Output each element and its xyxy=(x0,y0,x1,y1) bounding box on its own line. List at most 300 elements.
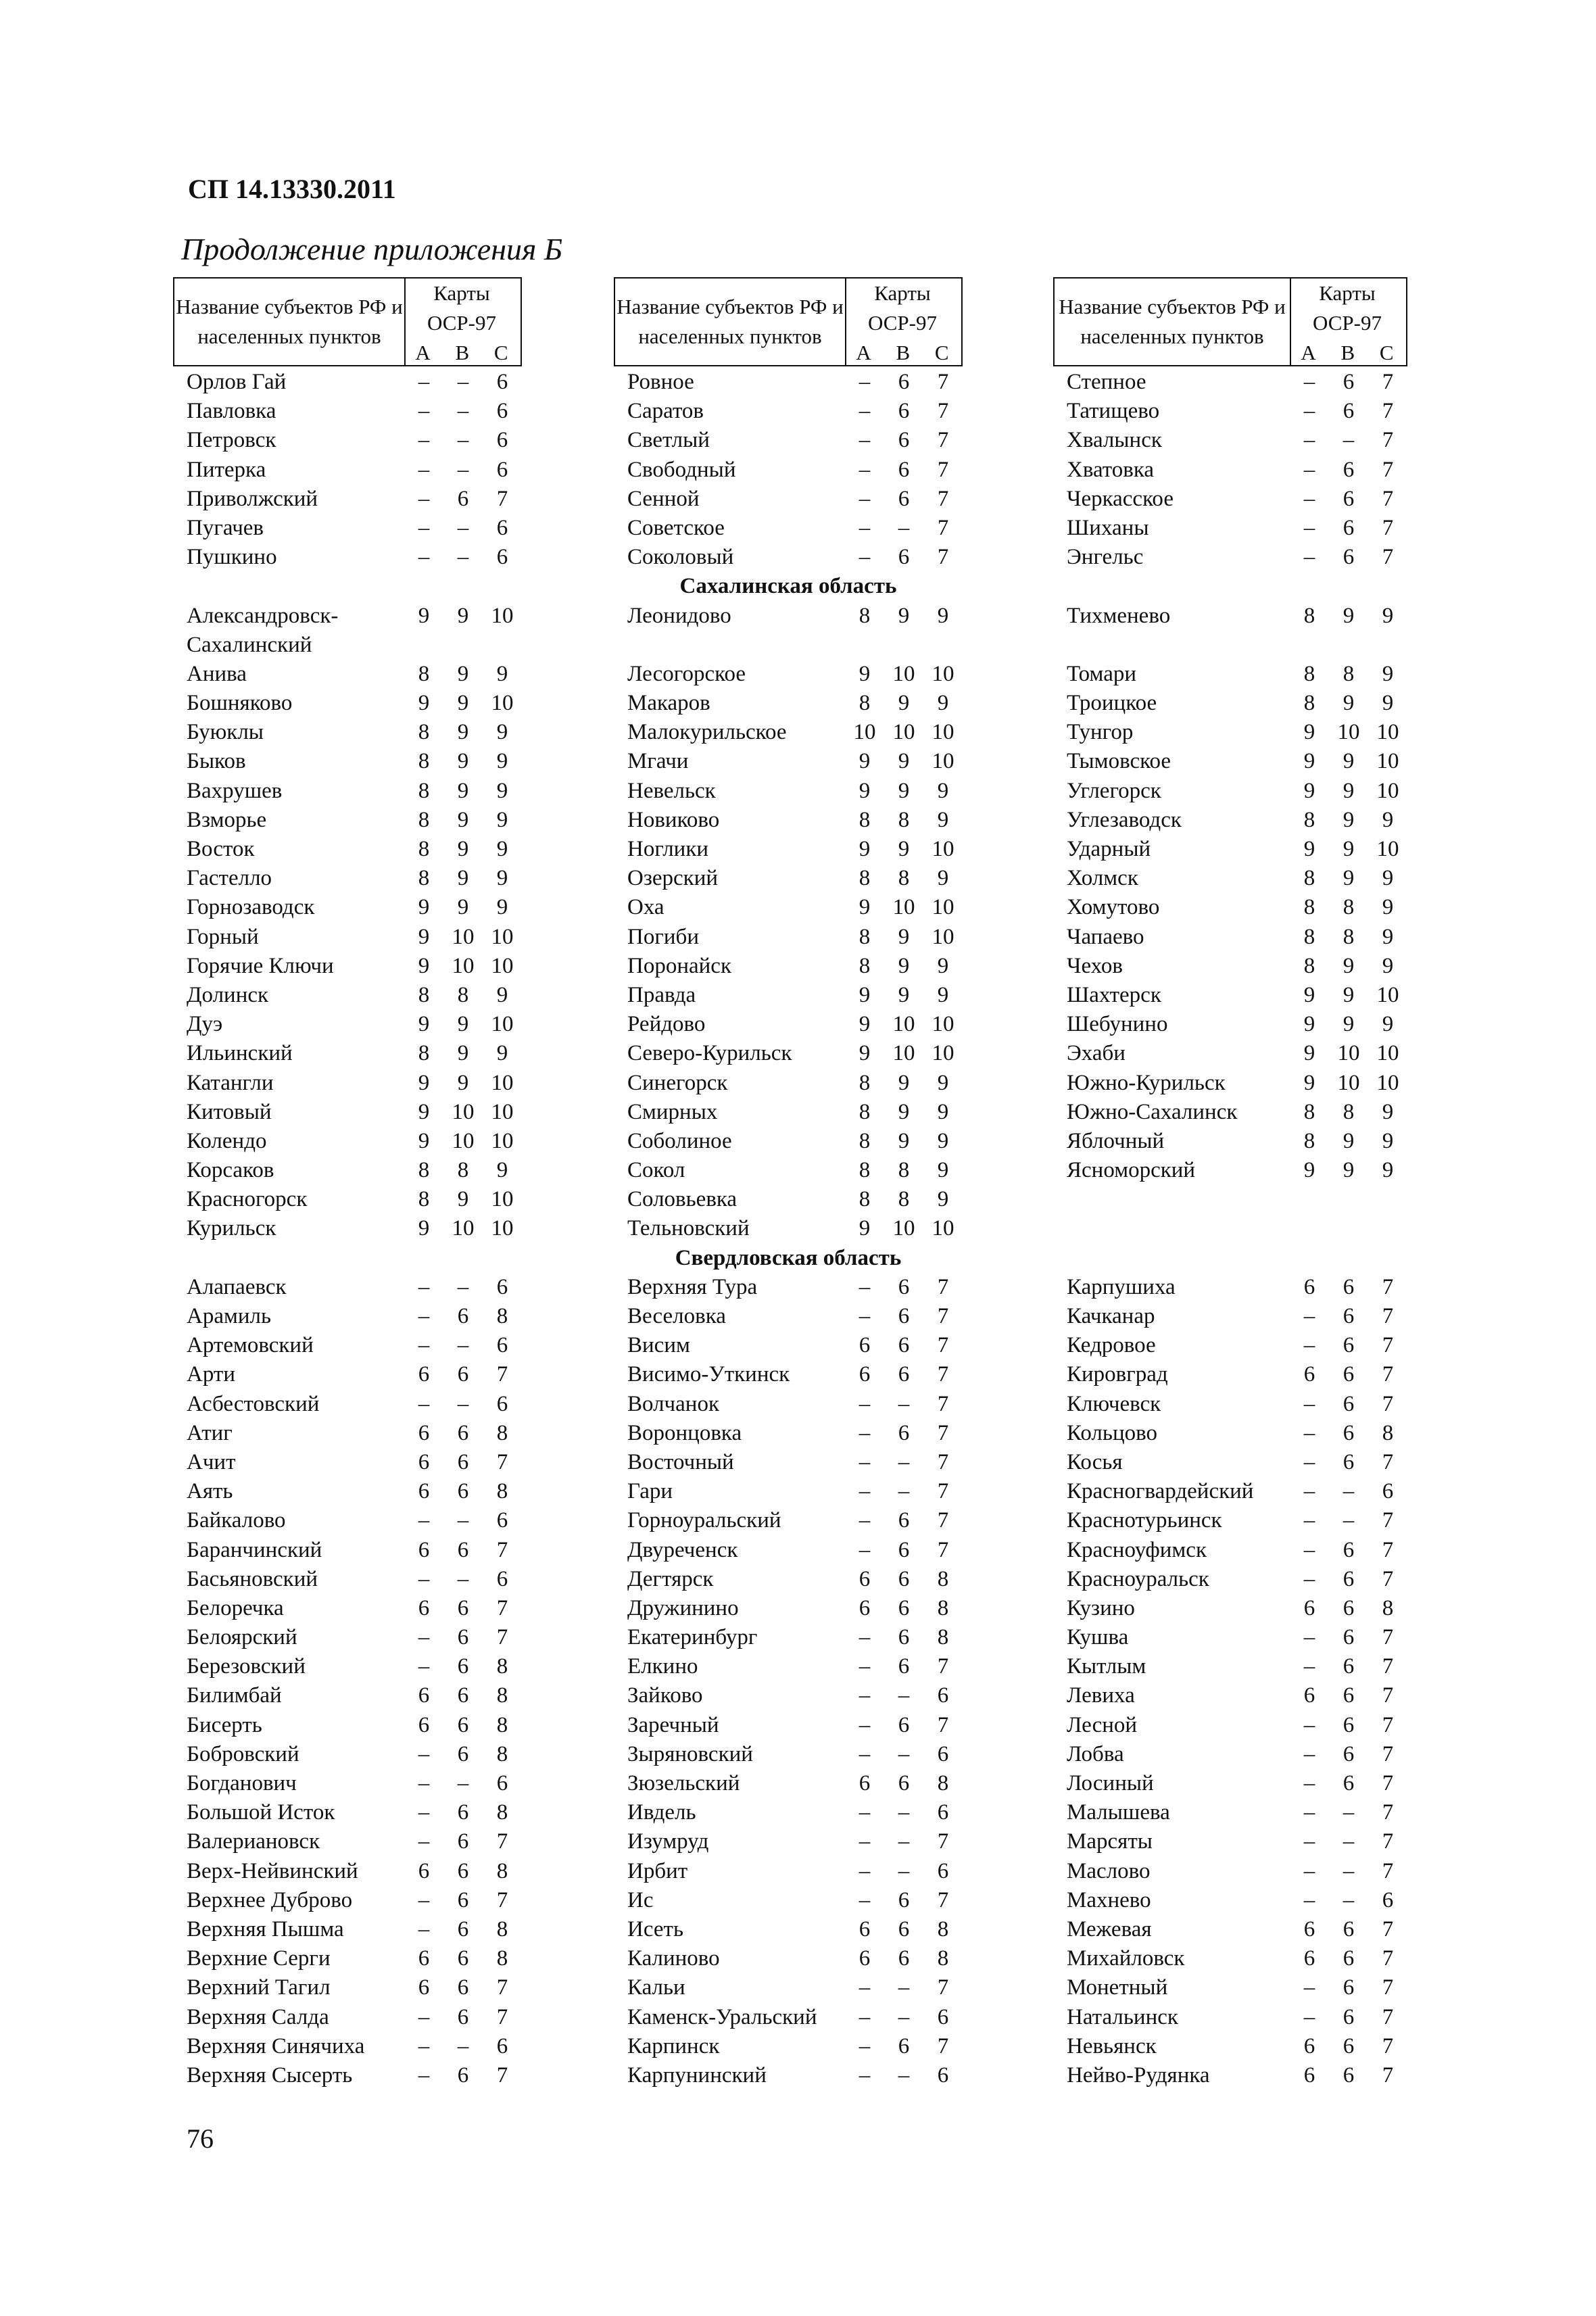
map-b-value: 6 xyxy=(457,1887,469,1912)
table-row xyxy=(1053,1944,1407,1973)
map-c-value: 9 xyxy=(1382,1128,1394,1153)
map-a-value: 6 xyxy=(1303,1362,1315,1387)
table-row xyxy=(1053,777,1407,806)
map-a-value: – xyxy=(859,1712,871,1737)
map-a-value: 9 xyxy=(859,1216,871,1241)
settlement-name: Синегорск xyxy=(627,1070,728,1095)
table-row xyxy=(614,864,963,893)
map-c-value: 9 xyxy=(496,720,508,745)
map-b-value: 9 xyxy=(1343,1158,1355,1183)
map-b-value: 6 xyxy=(457,1712,469,1737)
map-c-value: 8 xyxy=(496,1916,508,1941)
table-row xyxy=(614,1769,963,1798)
map-c-value: 9 xyxy=(496,661,508,686)
map-a-value: – xyxy=(1303,1800,1315,1825)
map-c-value: 7 xyxy=(1382,1946,1394,1971)
map-b-value: – xyxy=(898,1858,910,1883)
map-b-value: 8 xyxy=(1343,1099,1355,1124)
settlement-name: Китовый xyxy=(187,1099,272,1124)
map-c-value: 7 xyxy=(496,486,508,511)
map-a-value: 8 xyxy=(1303,661,1315,686)
map-b-value: 6 xyxy=(457,1829,469,1854)
map-b-value: 6 xyxy=(1343,1975,1355,2000)
map-a-value: – xyxy=(1303,1625,1315,1650)
map-a-value: 9 xyxy=(418,603,430,628)
table-row xyxy=(1053,1331,1407,1360)
region-heading: Сахалинская область xyxy=(679,574,897,599)
settlement-name: Взморье xyxy=(187,807,267,832)
settlement-name: Невельск xyxy=(627,778,716,803)
map-b-value: 6 xyxy=(898,428,910,453)
settlement-name: Воронцовка xyxy=(627,1420,742,1445)
settlement-name: Александровск- xyxy=(187,603,339,628)
settlement-name: Новиково xyxy=(627,807,720,832)
map-b-value: 9 xyxy=(1343,749,1355,774)
settlement-name: Хвалынск xyxy=(1067,428,1162,453)
map-c-value: 10 xyxy=(491,1070,514,1095)
map-c-value: 7 xyxy=(937,1479,949,1504)
map-c-value: 6 xyxy=(937,1800,949,1825)
map-c-value: 7 xyxy=(937,486,949,511)
settlement-name: Верхние Серги xyxy=(187,1946,331,1971)
map-a-value: 6 xyxy=(418,1537,430,1562)
table-row xyxy=(1053,1652,1407,1681)
settlement-name: Басьяновский xyxy=(187,1566,318,1591)
map-c-value: 8 xyxy=(496,1683,508,1708)
settlement-name: Томари xyxy=(1067,661,1137,686)
map-a-value: 9 xyxy=(859,661,871,686)
map-b-value: – xyxy=(898,2062,910,2088)
map-c-value: 9 xyxy=(1382,661,1394,686)
map-b-value: 6 xyxy=(1343,1654,1355,1679)
table-row xyxy=(173,426,522,455)
map-a-value: – xyxy=(418,1771,430,1795)
map-b-value: 6 xyxy=(1343,1449,1355,1474)
settlement-name: Поронайск xyxy=(627,953,731,978)
table-body xyxy=(1053,368,1407,2090)
map-c-value: 8 xyxy=(496,1420,508,1445)
settlement-name: Исеть xyxy=(627,1916,683,1941)
map-c-value: 9 xyxy=(937,1128,949,1153)
settlement-name: Карпушиха xyxy=(1067,1274,1176,1299)
table-row xyxy=(614,2032,963,2061)
map-c-value: 6 xyxy=(496,515,508,540)
settlement-name: Гастелло xyxy=(187,866,272,891)
map-c-value: 7 xyxy=(937,1654,949,1679)
table-row xyxy=(614,893,963,922)
map-c-value: 7 xyxy=(1382,1858,1394,1883)
map-b-value: 6 xyxy=(457,1479,469,1504)
map-a-value: 6 xyxy=(1303,1683,1315,1708)
map-b-value: – xyxy=(898,1449,910,1474)
map-c-value: 6 xyxy=(1382,1887,1394,1912)
settlement-name: Ачит xyxy=(187,1449,236,1474)
table-row xyxy=(614,2003,963,2032)
settlement-name: Ясноморский xyxy=(1067,1158,1196,1183)
map-a-value: 6 xyxy=(1303,2062,1315,2088)
map-a-value: 9 xyxy=(418,953,430,978)
map-a-value: 8 xyxy=(859,1070,871,1095)
spacer-row xyxy=(1053,1214,1407,1243)
table-row xyxy=(614,397,963,426)
table-row xyxy=(173,1652,522,1681)
settlement-name: Пушкино xyxy=(187,545,277,570)
table-row xyxy=(173,660,522,689)
map-b-value: 10 xyxy=(892,661,915,686)
map-b-value xyxy=(443,631,483,660)
map-b-value: 10 xyxy=(1337,1070,1360,1095)
map-a-value: 9 xyxy=(418,691,430,716)
settlement-name: Екатеринбург xyxy=(627,1625,758,1650)
map-c-value: 9 xyxy=(496,749,508,774)
map-c-value: 9 xyxy=(937,603,949,628)
map-a-value: 8 xyxy=(1303,807,1315,832)
map-a-value: 9 xyxy=(1303,1012,1315,1037)
map-a-value: – xyxy=(418,370,430,394)
settlement-name: Ноглики xyxy=(627,837,709,861)
map-c-value: 10 xyxy=(1376,749,1399,774)
table-row xyxy=(1053,1302,1407,1331)
settlement-name: Татищево xyxy=(1067,399,1160,424)
settlement-name: Белоречка xyxy=(187,1595,284,1620)
map-a-value: – xyxy=(859,2033,871,2058)
map-c-value: 6 xyxy=(496,399,508,424)
map-b-value: 9 xyxy=(457,603,469,628)
map-c-value: 7 xyxy=(1382,2033,1394,2058)
map-c-value: 6 xyxy=(937,1858,949,1883)
map-b-value: 9 xyxy=(1343,1012,1355,1037)
map-b-value: 6 xyxy=(898,1946,910,1971)
table-row xyxy=(173,1098,522,1127)
settlement-name: Алапаевск xyxy=(187,1274,287,1299)
map-b-value: 6 xyxy=(898,1916,910,1941)
map-c-value: 9 xyxy=(1382,953,1394,978)
map-c-value: 9 xyxy=(1382,924,1394,949)
map-a-value: – xyxy=(418,1274,430,1299)
map-c-value: 7 xyxy=(1382,1333,1394,1358)
map-b-value: 6 xyxy=(457,1741,469,1766)
map-b-value: – xyxy=(1343,428,1355,453)
map-c-value: 7 xyxy=(496,2062,508,2088)
table-row xyxy=(1053,1857,1407,1886)
map-c-value: 7 xyxy=(937,1508,949,1533)
settlement-name: Качканар xyxy=(1067,1304,1155,1328)
map-a-value: 9 xyxy=(418,1128,430,1153)
table-row xyxy=(1053,1798,1407,1827)
table-column-3 xyxy=(1053,277,1407,2090)
table-row xyxy=(614,1039,963,1068)
map-b-value: – xyxy=(1343,1508,1355,1533)
map-b-value: – xyxy=(898,1741,910,1766)
table-row xyxy=(173,1798,522,1827)
map-a-value: 8 xyxy=(418,661,430,686)
header-maps-column xyxy=(844,279,961,365)
map-c-value: 9 xyxy=(937,778,949,803)
map-a-value: – xyxy=(418,1887,430,1912)
table-row xyxy=(173,1156,522,1185)
map-a-value: 8 xyxy=(859,924,871,949)
map-b-value: – xyxy=(457,545,469,570)
header-maps-title: Карты ОСР-97 xyxy=(427,281,496,335)
settlement-name: Зайково xyxy=(627,1683,703,1708)
map-c-value: 7 xyxy=(1382,1683,1394,1708)
table-row xyxy=(614,1740,963,1769)
map-c-value: 9 xyxy=(1382,895,1394,920)
map-b-value: 8 xyxy=(898,1187,910,1212)
map-a-value: – xyxy=(859,1975,871,2000)
map-b-value: – xyxy=(1343,1800,1355,1825)
settlement-name: Степное xyxy=(1067,370,1146,394)
map-c-value: 9 xyxy=(496,837,508,861)
map-b-value: 6 xyxy=(1343,1625,1355,1650)
map-a-value: 8 xyxy=(859,1099,871,1124)
map-c-value: 9 xyxy=(937,953,949,978)
map-a-value: 6 xyxy=(859,1916,871,1941)
map-c-value: 10 xyxy=(491,1099,514,1124)
map-c-value: 6 xyxy=(496,1391,508,1416)
table-row xyxy=(614,923,963,952)
map-c-value: 10 xyxy=(932,661,954,686)
table-row xyxy=(1053,1886,1407,1915)
map-a-value: 6 xyxy=(859,1333,871,1358)
map-c-value: 8 xyxy=(937,1595,949,1620)
settlement-name: Нейво-Рудянка xyxy=(1067,2062,1210,2088)
table-row xyxy=(614,1944,963,1973)
map-b-value: 6 xyxy=(457,1595,469,1620)
table-row xyxy=(1053,1740,1407,1769)
table-row xyxy=(173,1769,522,1798)
map-b-value: 9 xyxy=(898,778,910,803)
settlement-name: Ильинский xyxy=(187,1041,293,1066)
table-row xyxy=(614,1681,963,1710)
map-c-value: 9 xyxy=(496,807,508,832)
map-a-value: – xyxy=(1303,1479,1315,1504)
table-row xyxy=(1053,2032,1407,2061)
settlement-name: Натальинск xyxy=(1067,2004,1178,2029)
map-c-value: 8 xyxy=(496,1479,508,1504)
map-b-value: 6 xyxy=(1343,1712,1355,1737)
map-c-value: 6 xyxy=(496,1566,508,1591)
table-row xyxy=(173,1827,522,1856)
table-row xyxy=(1053,660,1407,689)
map-a-value: – xyxy=(1303,1333,1315,1358)
settlement-name: Кольцово xyxy=(1067,1420,1157,1445)
settlement-name: Хомутово xyxy=(1067,895,1160,920)
map-a-value: 8 xyxy=(418,749,430,774)
map-c-value: 7 xyxy=(1382,370,1394,394)
map-c-value: 7 xyxy=(1382,1712,1394,1737)
table-row xyxy=(614,1886,963,1915)
map-c-value: 7 xyxy=(937,1712,949,1737)
map-b-value: 6 xyxy=(1343,370,1355,394)
map-b-value: 9 xyxy=(898,1099,910,1124)
table-row xyxy=(614,1331,963,1360)
table-row xyxy=(173,1127,522,1156)
table-row xyxy=(614,602,963,631)
map-b-value: – xyxy=(898,1975,910,2000)
map-a-value: 9 xyxy=(418,1070,430,1095)
map-b-value: 6 xyxy=(898,1333,910,1358)
map-b-value: 9 xyxy=(1343,603,1355,628)
settlement-name: Павловка xyxy=(187,399,276,424)
map-a-value: 9 xyxy=(859,895,871,920)
settlement-name: Озерский xyxy=(627,866,719,891)
map-b-value: 6 xyxy=(1343,1741,1355,1766)
map-c-value: 7 xyxy=(1382,1975,1394,2000)
settlement-name: Карпинск xyxy=(627,2033,720,2058)
map-c-value: 7 xyxy=(1382,1304,1394,1328)
map-c-value: 8 xyxy=(937,1566,949,1591)
map-b-value: – xyxy=(1343,1829,1355,1854)
map-b-value: 6 xyxy=(1343,1771,1355,1795)
map-a-value: – xyxy=(859,1420,871,1445)
table-row xyxy=(173,397,522,426)
map-c-value: 7 xyxy=(937,515,949,540)
map-b-value: 6 xyxy=(1343,1274,1355,1299)
map-b-value: 9 xyxy=(457,749,469,774)
map-b-value: 6 xyxy=(1343,1333,1355,1358)
map-a-value: 9 xyxy=(418,924,430,949)
table-row xyxy=(173,689,522,718)
map-a-value: 6 xyxy=(859,1362,871,1387)
table-row xyxy=(173,1506,522,1535)
table-row xyxy=(1053,923,1407,952)
settlement-name: Каменск-Уральский xyxy=(627,2004,817,2029)
map-c-value: 7 xyxy=(496,1975,508,2000)
map-a-value: – xyxy=(418,1333,430,1358)
map-b-value: 6 xyxy=(898,1362,910,1387)
map-a-value: 8 xyxy=(1303,895,1315,920)
settlement-name: Горнозаводск xyxy=(187,895,315,920)
map-b-value: 6 xyxy=(1343,1304,1355,1328)
settlement-name: Хватовка xyxy=(1067,457,1155,482)
settlement-name: Косья xyxy=(1067,1449,1123,1474)
map-c-value: 6 xyxy=(496,1333,508,1358)
map-a-value: 6 xyxy=(1303,1274,1315,1299)
map-a-value: 9 xyxy=(1303,837,1315,861)
table-row xyxy=(1053,689,1407,718)
settlement-name: Красногорск xyxy=(187,1187,308,1212)
map-b-value: 6 xyxy=(1343,1362,1355,1387)
table-row xyxy=(614,1302,963,1331)
table-row xyxy=(173,1273,522,1302)
map-b-value: 6 xyxy=(898,399,910,424)
map-b-value: 6 xyxy=(898,1771,910,1795)
settlement-name: Чапаево xyxy=(1067,924,1144,949)
table-row xyxy=(173,602,522,631)
table-row xyxy=(173,835,522,864)
map-a-value: – xyxy=(418,1800,430,1825)
map-a-value: 6 xyxy=(418,1858,430,1883)
map-a-value: 9 xyxy=(859,749,871,774)
table-row xyxy=(1053,864,1407,893)
table-row xyxy=(1053,1273,1407,1302)
map-b-value: – xyxy=(457,1391,469,1416)
settlement-name: Лесогорское xyxy=(627,661,746,686)
settlement-name: Рейдово xyxy=(627,1012,706,1037)
map-b-value: 6 xyxy=(457,1625,469,1650)
map-c-value: 6 xyxy=(937,2062,949,2088)
table-row xyxy=(614,1273,963,1302)
map-a-value: – xyxy=(859,2004,871,2029)
map-b-value: 9 xyxy=(1343,866,1355,891)
map-a-value: 8 xyxy=(418,1187,430,1212)
map-c-value: 6 xyxy=(496,2033,508,2058)
map-c-value: 6 xyxy=(937,2004,949,2029)
map-b-value: 9 xyxy=(457,807,469,832)
settlement-name: Восток xyxy=(187,837,255,861)
table-row xyxy=(614,1827,963,1856)
map-b-value: – xyxy=(898,2004,910,2029)
map-c-value: 9 xyxy=(1382,1012,1394,1037)
map-a-value: – xyxy=(859,1449,871,1474)
table-row xyxy=(1053,1360,1407,1389)
table-row xyxy=(614,1390,963,1419)
region-heading: Свердловская область xyxy=(675,1245,902,1270)
map-a-value: – xyxy=(418,1654,430,1679)
table-row xyxy=(614,1069,963,1098)
map-c-value: 9 xyxy=(937,1187,949,1212)
map-a-value: – xyxy=(1303,545,1315,570)
map-a-value: 8 xyxy=(859,1158,871,1183)
map-a-value: 10 xyxy=(853,720,876,745)
settlement-name: Верхняя Синячиха xyxy=(187,2033,365,2058)
map-c-value: 10 xyxy=(932,837,954,861)
map-c-value: 9 xyxy=(1382,1158,1394,1183)
map-c-value: 7 xyxy=(1382,457,1394,482)
settlement-name: Сокол xyxy=(627,1158,685,1183)
map-c-value: 10 xyxy=(491,1128,514,1153)
settlement-name: Смирных xyxy=(627,1099,718,1124)
table-row xyxy=(1053,1565,1407,1594)
map-c-value: 8 xyxy=(937,1946,949,1971)
map-b-value: – xyxy=(457,515,469,540)
map-a-value: 9 xyxy=(859,1041,871,1066)
map-a-value: – xyxy=(859,1508,871,1533)
settlement-name: Углегорск xyxy=(1067,778,1161,803)
map-c-value: 7 xyxy=(1382,1508,1394,1533)
settlement-name: Светлый xyxy=(627,428,710,453)
map-c-value: 9 xyxy=(1382,691,1394,716)
table-row xyxy=(614,806,963,835)
map-c-value: 7 xyxy=(937,1333,949,1358)
map-a-value: 8 xyxy=(418,837,430,861)
map-b-value: 6 xyxy=(1343,2004,1355,2029)
table-row xyxy=(614,1419,963,1448)
map-b-value: 10 xyxy=(1337,1041,1360,1066)
table-header xyxy=(1053,277,1407,366)
map-a-value: – xyxy=(418,1916,430,1941)
header-name-column: Название субъектов РФ и населенных пунктов xyxy=(615,279,846,365)
table-row xyxy=(1053,1506,1407,1535)
table-row xyxy=(173,1594,522,1623)
table-row xyxy=(614,1477,963,1506)
table-row xyxy=(173,981,522,1010)
map-a-value: – xyxy=(859,1537,871,1562)
settlement-name: Пугачев xyxy=(187,515,264,540)
map-c-value: 9 xyxy=(496,895,508,920)
table-row xyxy=(1053,1973,1407,2002)
map-c-value: 6 xyxy=(937,1683,949,1708)
map-a-value: 8 xyxy=(1303,1128,1315,1153)
table-row xyxy=(1053,2003,1407,2032)
table-column-2 xyxy=(614,277,963,2090)
table-row xyxy=(614,1711,963,1740)
map-c-value: 7 xyxy=(937,1887,949,1912)
map-b-value: 6 xyxy=(898,370,910,394)
settlement-name: Гари xyxy=(627,1479,673,1504)
map-b-value: – xyxy=(457,1771,469,1795)
